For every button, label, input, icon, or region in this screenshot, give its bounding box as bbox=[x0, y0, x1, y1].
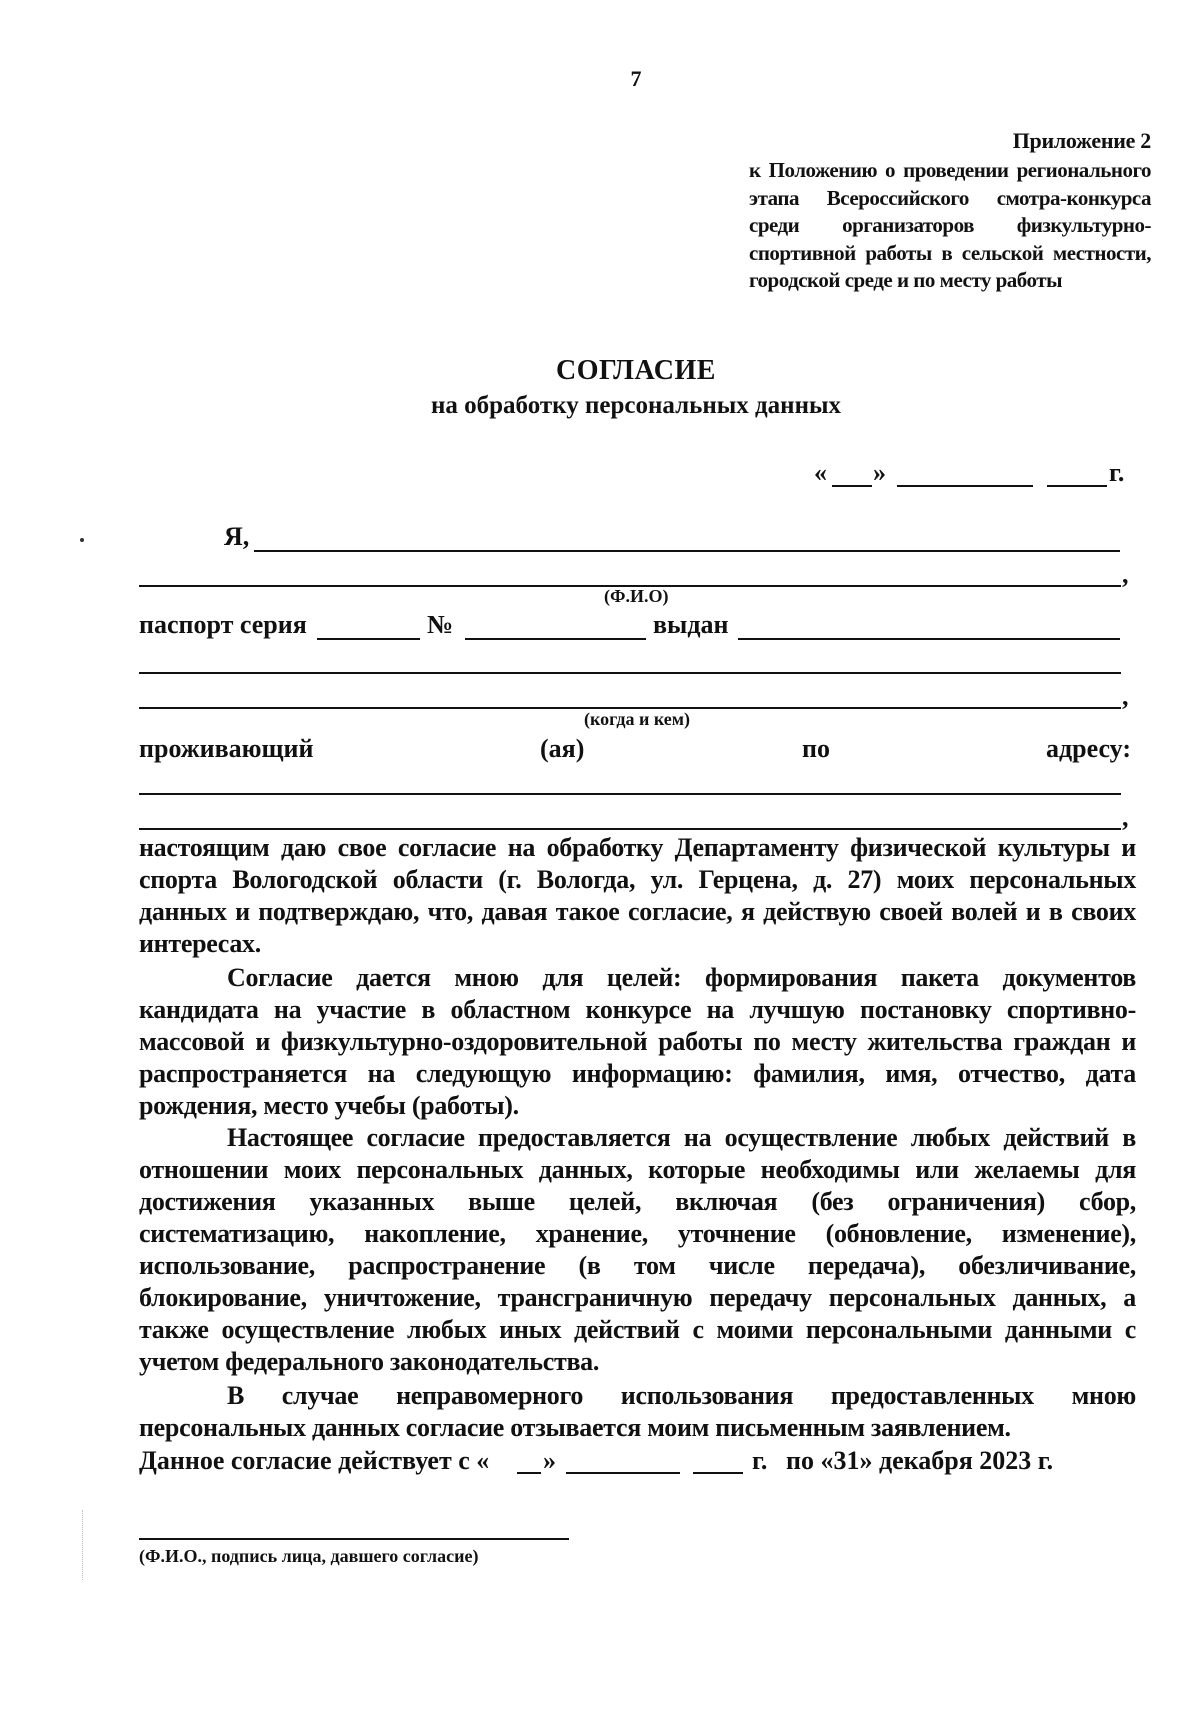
passport-number-label: № bbox=[427, 610, 454, 639]
issued-comma: , bbox=[1122, 682, 1129, 711]
validity-prefix: Данное согласие действует с « bbox=[139, 1446, 490, 1475]
validity-quote-close: » bbox=[543, 1446, 556, 1475]
paragraph-purpose: Согласие дается мною для целей: формирования пакета документов кандидата на участие в областном конкурсе на лучшую постановку спортивно-массовой и физкультурно-оздоровительной работы по месту жительства граждан и распространяется на следующую информацию: фамилия, имя, отчество, дата рождения, место учебы (работы). bbox=[139, 963, 1136, 1120]
po-label: по bbox=[802, 734, 830, 763]
fio-caption: (Ф.И.О) bbox=[604, 586, 669, 606]
document-subtitle: на обработку персональных данных bbox=[431, 392, 841, 419]
residing-label: проживающий bbox=[139, 734, 314, 763]
date-year-suffix: г. bbox=[1109, 458, 1125, 487]
scan-dot bbox=[80, 538, 84, 542]
validity-year-field[interactable] bbox=[693, 1472, 743, 1474]
issued-line-1[interactable] bbox=[738, 638, 1120, 640]
fio-line-1[interactable] bbox=[254, 550, 1120, 552]
signature-caption: (Ф.И.О., подпись лица, давшего согласие) bbox=[139, 1546, 479, 1566]
passport-series-label: паспорт серия bbox=[139, 610, 307, 639]
passport-number-field[interactable] bbox=[465, 638, 646, 640]
document-title: СОГЛАСИЕ bbox=[556, 355, 716, 386]
issued-label: выдан bbox=[653, 610, 729, 639]
residing-suffix: (ая) bbox=[540, 734, 585, 763]
address-line-1[interactable] bbox=[139, 793, 1121, 795]
date-year-field[interactable] bbox=[1047, 485, 1107, 487]
date-quote-open: « bbox=[814, 458, 827, 487]
fio-comma: , bbox=[1122, 560, 1129, 589]
validity-day-field[interactable] bbox=[517, 1472, 541, 1474]
paragraph-consent: настоящим даю свое согласие на обработку Департаменту физической культуры и спорта Вологодской области (г. Вологда, ул. Герцена, д. 27) моих персональных данных и подтверждаю, что, давая такое согласие, я действую своей волей и в своих интересах. bbox=[139, 833, 1136, 958]
date-day-field[interactable] bbox=[832, 485, 872, 487]
validity-year-suffix: г. bbox=[752, 1446, 768, 1475]
ya-label: Я, bbox=[224, 522, 250, 551]
date-quote-close: » bbox=[873, 458, 886, 487]
when-by-whom-caption: (когда и кем) bbox=[584, 709, 691, 729]
annex-title: Приложение 2 bbox=[1012, 128, 1151, 153]
annex-body: к Положению о проведении регионального этапа Всероссийского смотра-конкурса среди организаторов физкультурно-спортивной работы в сельской местности, городской среде и по месту работы bbox=[749, 158, 1151, 292]
issued-line-2[interactable] bbox=[139, 672, 1121, 674]
paragraph-revocation: В случае неправомерного использования предоставленных мною персональных данных согласие отзывается моим письменным заявлением. bbox=[139, 1381, 1136, 1442]
paragraph-actions: Настоящее согласие предоставляется на осуществление любых действий в отношении моих персональных данных, которые необходимы или желаемы для достижения указанных выше целей, включая (без ограничения) сбор, систематизацию, накопление, хранение, уточнение (обновление, изменение), использование, распространение (в том числе передача), обезличивание, блокирование, уничтожение, трансграничную передачу персональных данных, а также осуществление любых иных действий с моими персональными данными с учетом федерального законодательства. bbox=[139, 1123, 1136, 1376]
date-month-field[interactable] bbox=[897, 485, 1033, 487]
page-number: 7 bbox=[630, 66, 642, 91]
passport-series-field[interactable] bbox=[317, 638, 420, 640]
address-comma: , bbox=[1122, 803, 1129, 832]
scan-margin-marks bbox=[82, 1510, 86, 1580]
address-label: адресу: bbox=[1046, 734, 1131, 763]
signature-line[interactable] bbox=[139, 1538, 569, 1540]
validity-until: по «31» декабря 2023 г. bbox=[786, 1446, 1054, 1475]
address-line-2[interactable] bbox=[139, 828, 1121, 830]
validity-month-field[interactable] bbox=[566, 1472, 680, 1474]
